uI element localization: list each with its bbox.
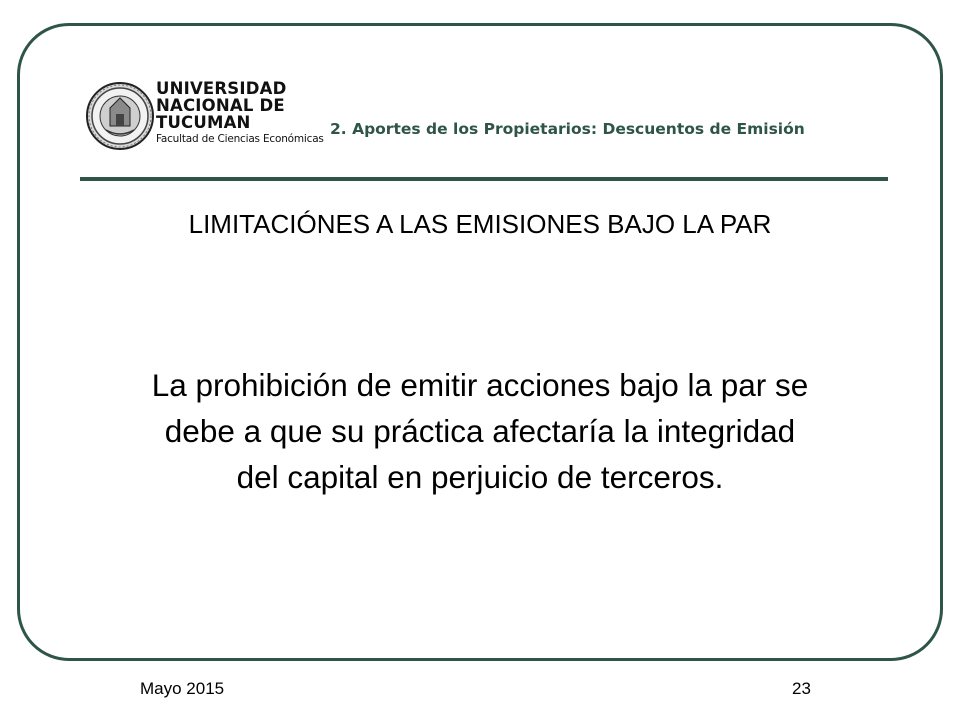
body-line: debe a que su práctica afectaría la integridad: [164, 413, 796, 449]
body-line: del capital en perjuicio de terceros.: [236, 459, 724, 495]
logo-line: UNIVERSIDAD: [156, 79, 287, 98]
logo-subtitle: Facultad de Ciencias Económicas: [156, 133, 324, 145]
header-divider: [80, 177, 888, 181]
university-logo: [156, 80, 324, 146]
page-number: 23: [792, 679, 811, 698]
body-line: La prohibición de emitir acciones bajo la par se: [151, 367, 809, 403]
logo-line: NACIONAL DE: [156, 96, 285, 115]
slide-heading: LIMITACIÓNES A LAS EMISIONES BAJO LA PAR: [188, 209, 772, 239]
logo-line: TUCUMAN: [156, 113, 251, 132]
footer-date: Mayo 2015: [140, 679, 225, 698]
section-title: 2. Aportes de los Propietarios: Descuentos de Emisión: [330, 120, 805, 138]
body-paragraph: [80, 362, 880, 500]
